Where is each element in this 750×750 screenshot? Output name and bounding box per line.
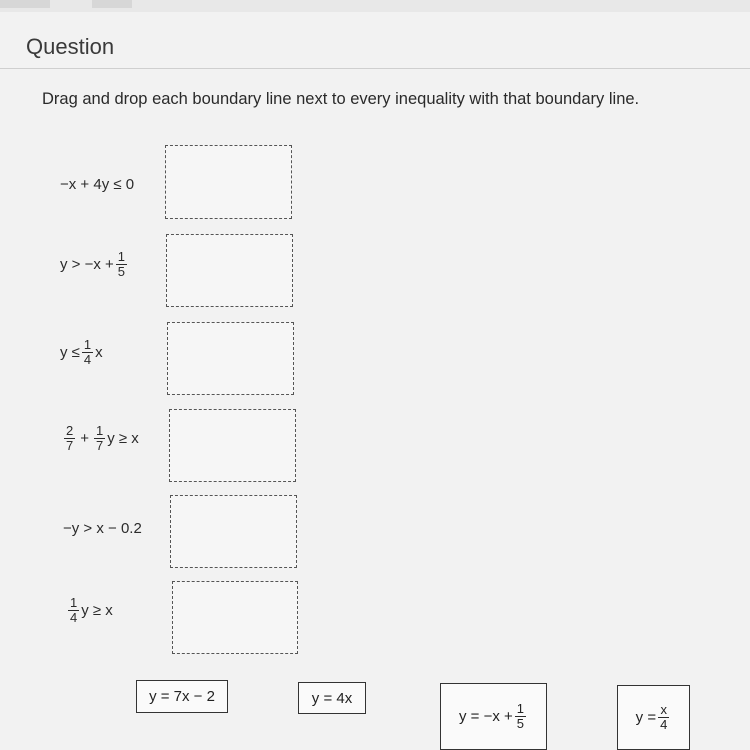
fraction-numerator: x xyxy=(660,702,667,717)
inequality-1 xyxy=(60,176,134,193)
fraction-denominator: 4 xyxy=(660,717,668,732)
drop-zone-4[interactable] xyxy=(169,409,296,482)
fraction-denominator: 4 xyxy=(83,352,92,367)
tile-y-equals-x-over-4[interactable] xyxy=(617,685,690,750)
drop-zone-3[interactable] xyxy=(167,322,294,395)
fraction-denominator: 5 xyxy=(516,716,525,731)
fraction xyxy=(68,596,79,625)
inequality-text: −y > x − 0.2 xyxy=(63,520,142,537)
plus-sign: + xyxy=(80,430,89,447)
page-title: Question xyxy=(26,34,115,59)
inequality-text: −x + 4y ≤ 0 xyxy=(60,176,135,193)
top-tab[interactable] xyxy=(0,0,50,8)
tile-y-equals-4x[interactable] xyxy=(298,682,366,714)
fraction-numerator: 2 xyxy=(66,423,74,438)
inequality-text: x xyxy=(95,344,103,361)
tile-label: y = 7x − 2 xyxy=(149,688,215,705)
fraction-denominator: 5 xyxy=(117,264,126,279)
inequality-text: y ≥ x xyxy=(107,430,139,447)
inequality-3 xyxy=(60,338,103,367)
inequality-5 xyxy=(63,520,142,537)
tile-y-equals-7x-minus-2[interactable] xyxy=(136,680,228,713)
tile-label: y = xyxy=(635,709,657,726)
drop-zone-6[interactable] xyxy=(172,581,298,654)
tile-label: y = −x + xyxy=(458,708,513,725)
instructions-text: Drag and drop each boundary line next to every inequality with that boundary line. xyxy=(42,90,640,108)
fraction-numerator: 1 xyxy=(117,249,126,264)
fraction-numerator: 1 xyxy=(516,701,525,716)
fraction xyxy=(658,703,669,732)
drop-zone-5[interactable] xyxy=(170,495,297,568)
fraction xyxy=(515,702,526,731)
inequality-text: y > −x + xyxy=(60,256,114,273)
fraction-denominator: 7 xyxy=(96,438,104,453)
fraction xyxy=(82,338,93,367)
inequality-text: y ≥ x xyxy=(81,602,113,619)
tile-label: y = 4x xyxy=(311,689,353,707)
fraction xyxy=(116,250,127,279)
fraction-numerator: 1 xyxy=(83,337,92,352)
drop-zone-1[interactable] xyxy=(165,145,292,219)
fraction xyxy=(64,424,75,453)
top-tab[interactable] xyxy=(92,0,132,8)
fraction-denominator: 4 xyxy=(70,610,78,625)
fraction-numerator: 1 xyxy=(96,423,104,438)
inequality-text: y ≤ xyxy=(60,344,80,361)
top-bar xyxy=(0,0,750,12)
fraction xyxy=(94,424,105,453)
fraction-denominator: 7 xyxy=(66,438,74,453)
inequality-4 xyxy=(62,424,139,453)
inequality-2 xyxy=(60,250,129,279)
fraction-numerator: 1 xyxy=(70,595,78,610)
tile-y-equals-neg-x-plus-fifth[interactable] xyxy=(440,683,547,750)
inequality-6 xyxy=(66,596,113,625)
divider xyxy=(0,68,750,69)
drop-zone-2[interactable] xyxy=(166,234,293,307)
